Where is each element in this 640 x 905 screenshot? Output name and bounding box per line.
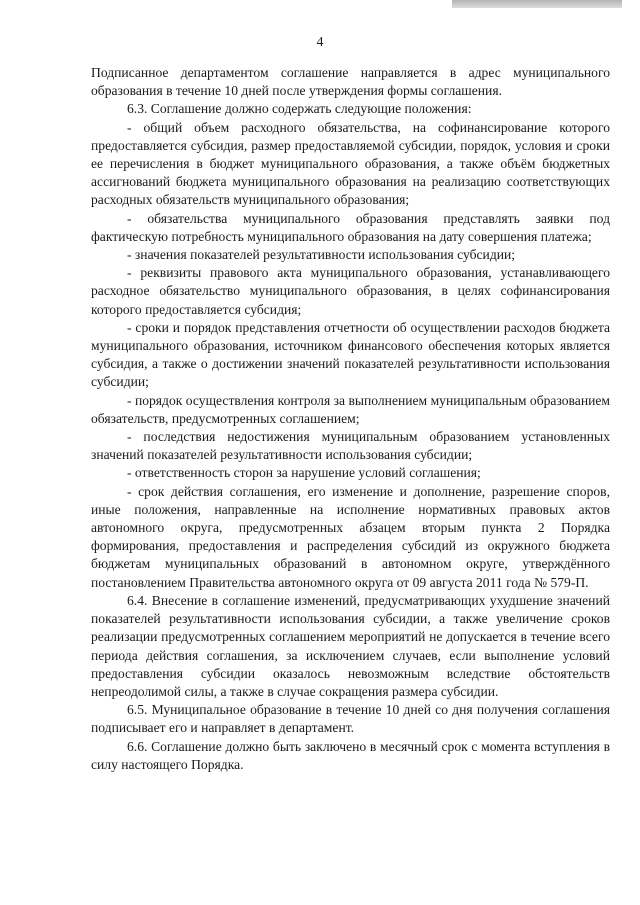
paragraph-6-4: 6.4. Внесение в соглашение изменений, предусматривающих ухудшение значений показателей результативности использования субсидии, а также увеличение сроков реализации предусмотренных соглашением мероприятий не допускается в течение всего периода действия соглашения, за исключением случаев, если выполнение условий предоставления субсидии оказалось невозможным вследствие обстоятельств непреодолимой силы, а также в случае сокращения размера субсидии. (91, 592, 610, 699)
list-item-obligation-volume: - общий объем расходного обязательства, на софинансирование которого предоставляется субсидия, размер предоставляемой субсидии, порядок, условия и сроки ее перечисления в бюджет муниципального образования, а также объём бюджетных ассигнований бюджета муниципального образования на реализацию соответствующих расходных обязательств муниципального образования; (91, 119, 610, 208)
list-item-reporting: - сроки и порядок представления отчетности об осуществлении расходов бюджета муниципального образования, источником финансового обеспечения которых является субсидия, а также о достижении значений показателей результативности использования субсидии; (91, 319, 610, 390)
list-item-requests: - обязательства муниципального образования представлять заявки под фактическую потребность муниципального образования на дату совершения платежа; (91, 210, 610, 244)
list-item-responsibility: - ответственность сторон за нарушение условий соглашения; (127, 465, 481, 481)
paragraph-6-6: 6.6. Соглашение должно быть заключено в месячный срок с момента вступления в силу настоящего Порядка. (91, 738, 610, 772)
scan-artifact (452, 0, 622, 8)
paragraph-6-5: 6.5. Муниципальное образование в течение 10 дней со дня получения соглашения подписывает его и направляет в департамент. (91, 702, 610, 736)
list-item-control: - порядок осуществления контроля за выполнением муниципальным образованием обязательств, предусмотренных соглашением; (91, 392, 610, 426)
list-item-indicators: - значения показателей результативности использования субсидии; (127, 247, 516, 263)
paragraph-6-3: 6.3. Соглашение должно содержать следующие положения: (127, 101, 472, 117)
paragraph-intro: Подписанное департаментом соглашение направляется в адрес муниципального образования в течение 10 дней после утверждения формы соглашения. (91, 65, 610, 99)
document-body (91, 64, 610, 774)
list-item-term: - срок действия соглашения, его изменение и дополнение, разрешение споров, иные положения, направленные на исполнение нормативных правовых актов автономного округа, предусмотренных абзацем вторым пункта 2 Порядка формирования, предоставления и распределения субсидий из окружного бюджета бюджетам муниципальных образований в автономном округе, утверждённого постановлением Правительства автономного округа от 09 августа 2011 года № 579-П. (91, 483, 610, 590)
list-item-legal-act: - реквизиты правового акта муниципального образования, устанавливающего расходное обязательство муниципального образования, в целях софинансирования которого предоставляется субсидия; (91, 265, 610, 317)
list-item-consequences: - последствия недостижения муниципальным образованием установленных значений показателей результативности использования субсидии; (91, 429, 610, 463)
page-number: 4 (316, 35, 324, 50)
